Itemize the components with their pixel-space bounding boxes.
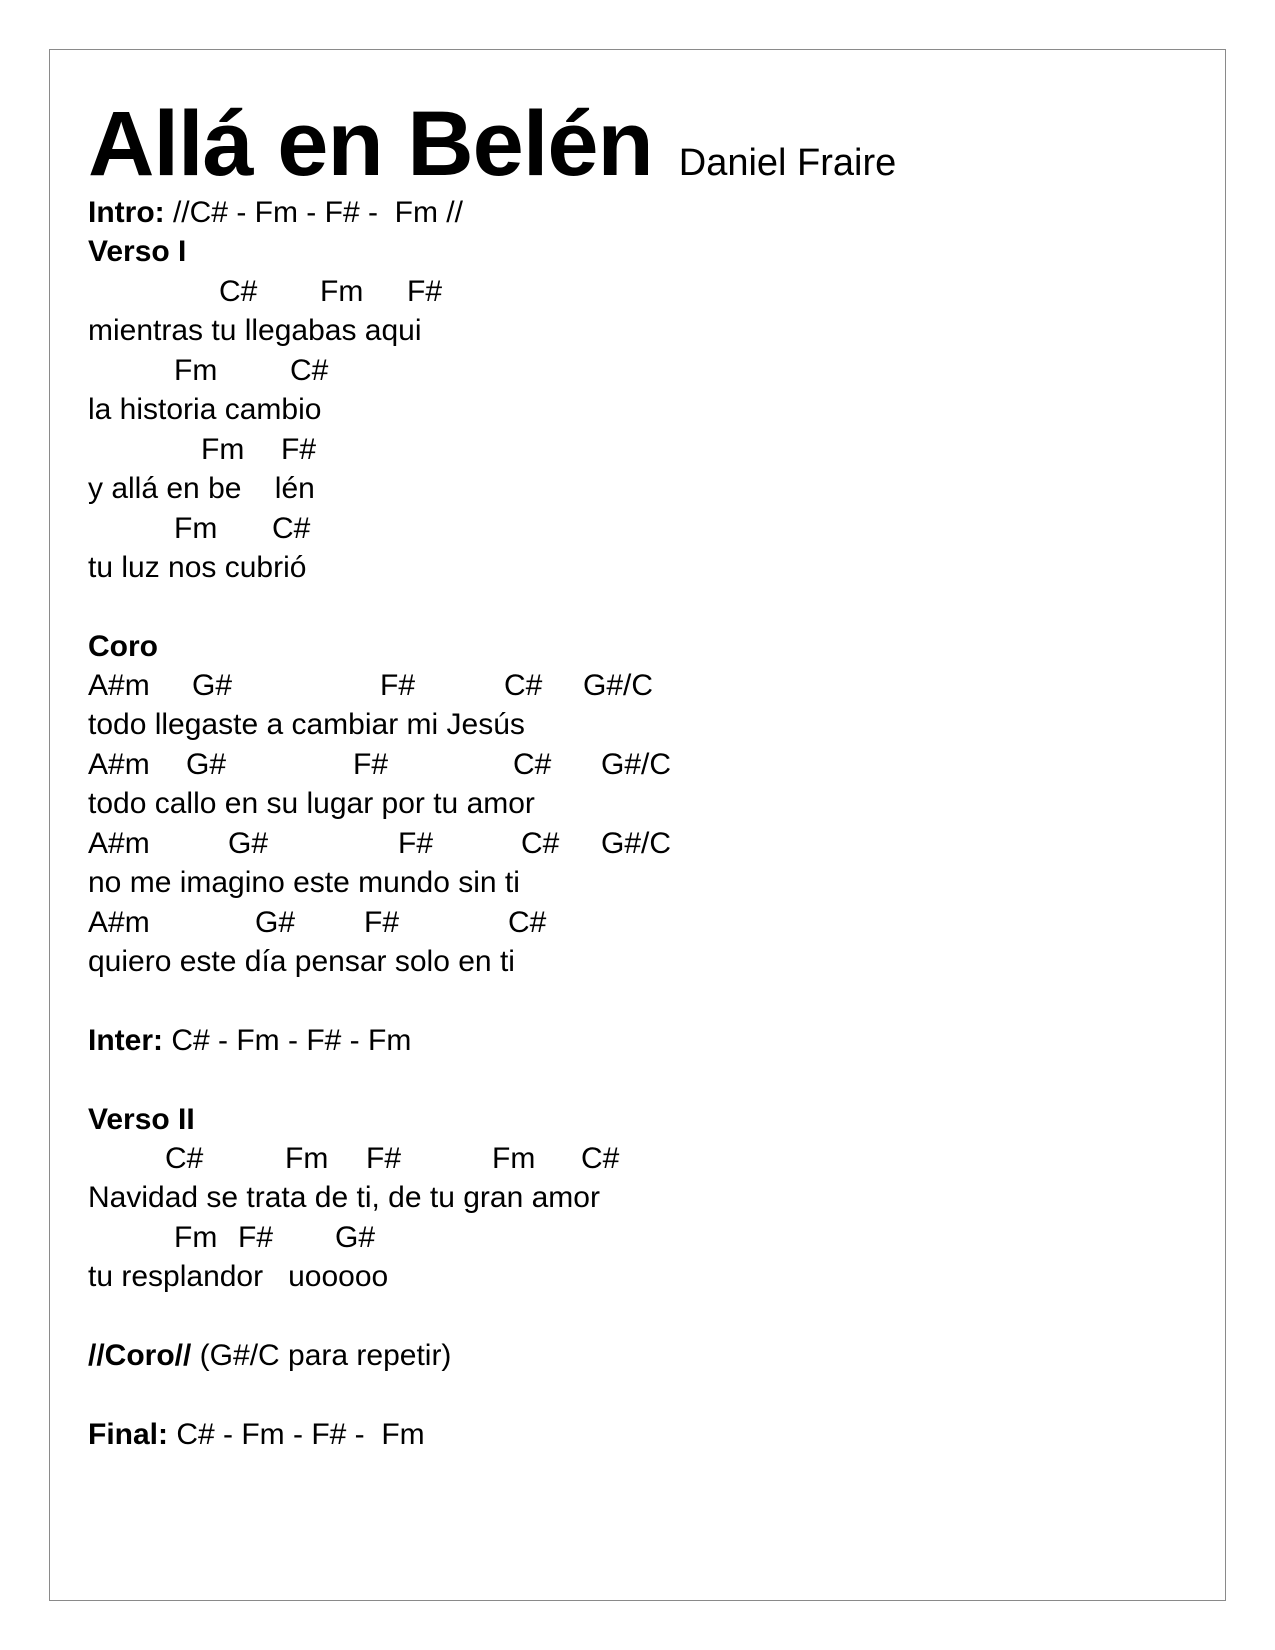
- inter-chords: C# - Fm - F# - Fm: [163, 1024, 412, 1057]
- verse1-label: Verso I: [88, 235, 187, 268]
- chord: F#: [407, 275, 443, 308]
- intro-label: Intro:: [88, 196, 165, 229]
- chord: Fm: [492, 1142, 536, 1175]
- chord: Fm: [174, 354, 218, 387]
- chord: A#m: [88, 748, 150, 781]
- inter-label: Inter:: [88, 1024, 163, 1057]
- verse1-lyric-2: la historia cambio: [88, 393, 322, 426]
- chord: G#/C: [583, 669, 654, 702]
- song-sheet: [88, 0, 1188, 1650]
- chorus-lyric-3: no me imagino este mundo sin ti: [88, 866, 520, 899]
- verse1-chord-row-4: [88, 512, 1088, 552]
- verse1-chord-row-1: [88, 275, 1088, 315]
- chorus-chord-row-2: [88, 748, 1088, 788]
- verse2-label: Verso II: [88, 1103, 195, 1136]
- chord: F#: [366, 1142, 402, 1175]
- final-label: Final:: [88, 1418, 168, 1451]
- chorus-chord-row-1: [88, 669, 1088, 709]
- chord: Fm: [174, 512, 218, 545]
- final-line: [88, 1418, 425, 1458]
- chord: F#: [353, 748, 389, 781]
- chord: A#m: [88, 669, 150, 702]
- repeat-chorus-note: (G#/C para repetir): [191, 1339, 452, 1372]
- song-title: Allá en Belén: [88, 93, 653, 195]
- chorus-lyric-4: quiero este día pensar solo en ti: [88, 945, 515, 978]
- verse1-chord-row-3: [88, 433, 1088, 473]
- chord: C#: [165, 1142, 204, 1175]
- verse1-lyric-3: y allá en be lén: [88, 472, 315, 505]
- repeat-chorus-label: //Coro//: [88, 1339, 192, 1372]
- chord: Fm: [201, 433, 245, 466]
- verse2-chord-row-1: [88, 1142, 1088, 1182]
- chord: C#: [272, 512, 311, 545]
- chord: Fm: [285, 1142, 329, 1175]
- chord: C#: [521, 827, 560, 860]
- chord: F#: [238, 1221, 274, 1254]
- chord: G#/C: [601, 827, 672, 860]
- chord: G#/C: [601, 748, 672, 781]
- inter-line: [88, 1024, 411, 1064]
- intro-chords: //C# - Fm - F# - Fm //: [164, 196, 463, 229]
- chord: F#: [380, 669, 416, 702]
- chord: C#: [513, 748, 552, 781]
- verse2-chord-row-2: [88, 1221, 1088, 1261]
- chord: C#: [290, 354, 329, 387]
- chord: F#: [364, 906, 400, 939]
- chorus-chord-row-4: [88, 906, 1088, 946]
- chorus-lyric-1: todo llegaste a cambiar mi Jesús: [88, 708, 525, 741]
- chord: C#: [219, 275, 258, 308]
- chord: G#: [192, 669, 233, 702]
- chord: C#: [508, 906, 547, 939]
- chord: G#: [228, 827, 269, 860]
- chorus-label: Coro: [88, 630, 158, 663]
- repeat-chorus-line: [88, 1339, 451, 1379]
- chord: C#: [581, 1142, 620, 1175]
- chord: G#: [335, 1221, 376, 1254]
- final-chords: C# - Fm - F# - Fm: [168, 1418, 425, 1451]
- verse1-lyric-1: mientras tu llegabas aqui: [88, 314, 422, 347]
- header: [88, 93, 897, 195]
- verse1-chord-row-2: [88, 354, 1088, 394]
- chorus-chord-row-3: [88, 827, 1088, 867]
- verse2-lyric-1: Navidad se trata de ti, de tu gran amor: [88, 1181, 600, 1214]
- chord: A#m: [88, 906, 150, 939]
- chord: Fm: [320, 275, 364, 308]
- chord: G#: [255, 906, 296, 939]
- intro-line: [88, 196, 463, 236]
- chord: C#: [504, 669, 543, 702]
- chord: F#: [398, 827, 434, 860]
- verse2-lyric-2: tu resplandor uooooo: [88, 1260, 389, 1293]
- chord: Fm: [174, 1221, 218, 1254]
- chord: G#: [186, 748, 227, 781]
- chord: A#m: [88, 827, 150, 860]
- song-author: Daniel Fraire: [678, 142, 897, 184]
- verse1-lyric-4: tu luz nos cubrió: [88, 551, 307, 584]
- chorus-lyric-2: todo callo en su lugar por tu amor: [88, 787, 535, 820]
- chord: F#: [281, 433, 317, 466]
